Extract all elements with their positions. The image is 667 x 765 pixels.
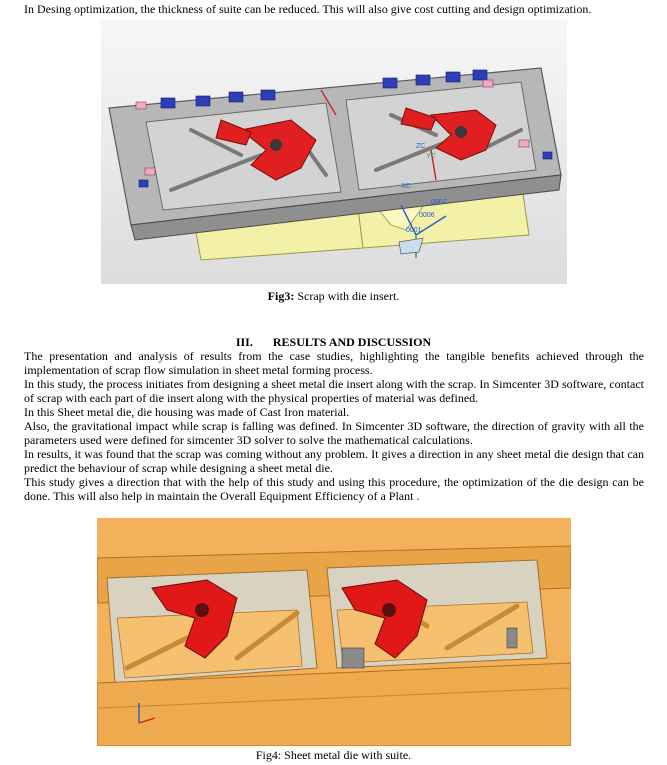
paragraph: Also, the gravitational impact while scrap is falling was defined. In Simcenter 3D software, the direction of gravity with all the parameters used were defined for simcenter 3D solver to solve the mathematical calculations. — [24, 419, 644, 447]
fig3-axis-label: ZC — [416, 143, 426, 150]
figure-4-image — [97, 518, 571, 746]
fig3-axis-label: 0006 — [419, 212, 435, 219]
figure-3-image — [101, 20, 567, 284]
paragraph: In results, it was found that the scrap was coming without any problem. It gives a direction in any sheet metal die design that can predict the behaviour of scrap while designing a sheet metal die. — [24, 447, 644, 475]
fig3-axis-label: 0007 — [431, 199, 447, 206]
paragraph: In this Sheet metal die, die housing was made of Cast Iron material. — [24, 405, 350, 419]
section-title: RESULTS AND DISCUSSION — [272, 335, 432, 349]
paragraph: In this study, the process initiates from designing a sheet metal die insert along with the scrap. In Simcenter 3D software, contact of scrap with each part of die insert along with the physical properties of material was defined. — [24, 377, 644, 405]
intro-line: In Desing optimization, the thickness of suite can be reduced. This will also give cost cutting and design optimization. — [24, 2, 592, 16]
figure-4-caption: Fig4: Sheet metal die with suite. — [255, 748, 412, 762]
paragraph: This study gives a direction that with the help of this study and using this procedure, the optimization of the die design can be done. This will also help in maintain the Overall Equipment Efficiency of a Plant . — [24, 475, 644, 503]
section-body — [24, 349, 644, 503]
figure-3-caption-text: Scrap with die insert. — [294, 289, 400, 303]
figure-3-caption — [0, 289, 667, 303]
fig3-axis-label: 0001 — [406, 227, 422, 234]
paragraph: The presentation and analysis of results from the case studies, highlighting the tangible benefits achieved through the implementation of scrap flow simulation in sheet metal forming process. — [24, 349, 644, 377]
figure-3-caption-label: Fig3: — [267, 289, 295, 303]
fig3-axis-label: XC — [401, 183, 411, 190]
fig3-axis-label: YC — [426, 153, 436, 160]
section-heading — [0, 335, 667, 349]
section-number: III. — [235, 335, 253, 349]
